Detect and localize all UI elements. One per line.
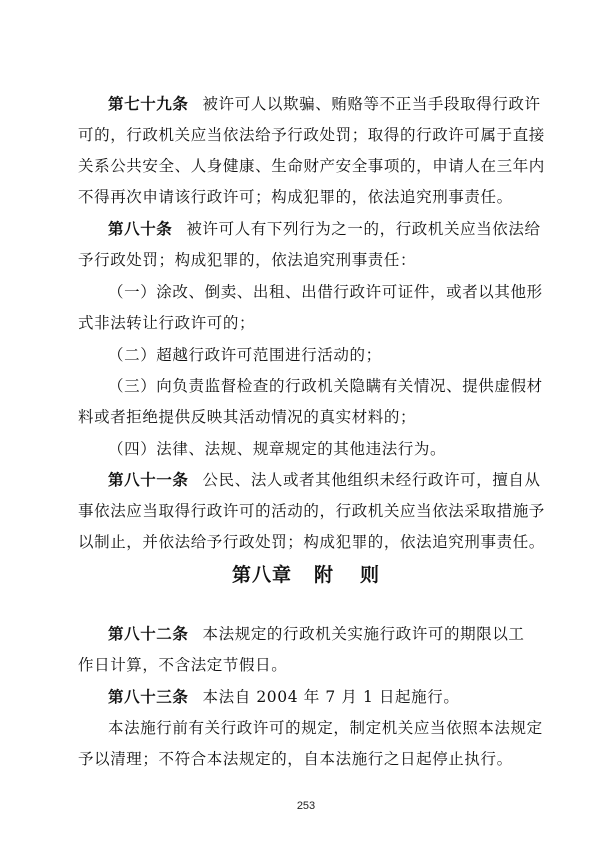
chapter-heading xyxy=(0,560,612,587)
article-81-line-1: 第八十一条 公民、法人或者其他组织未经行政许可，擅自从 xyxy=(108,471,541,489)
page-number: 253 xyxy=(296,800,316,812)
chapter-title-part-2: 则 xyxy=(360,564,381,586)
article-81-heading: 第八十一条 xyxy=(108,471,189,489)
chapter-title-part-1: 附 xyxy=(313,564,334,586)
article-80-line-2: 予行政处罚；构成犯罪的，依法追究刑事责任： xyxy=(78,251,417,269)
article-82-heading: 第八十二条 xyxy=(108,625,189,643)
article-80-item-3-line-2: 料或者拒绝提供反映其活动情况的真实材料的； xyxy=(78,408,417,426)
article-80-item-2: （二）超越行政许可范围进行活动的； xyxy=(108,346,382,364)
article-80-item-1-line-2: 式非法转让行政许可的； xyxy=(78,314,256,332)
article-81-line-3: 以制止，并依法给予行政处罚；构成犯罪的，依法追究刑事责任。 xyxy=(78,533,545,551)
article-81-line-2: 事依法应当取得行政许可的活动的，行政机关应当依法采取措施予 xyxy=(78,502,545,520)
article-80-item-3-line-1: （三）向负责监督检查的行政机关隐瞒有关情况、提供虚假材 xyxy=(108,377,543,395)
article-79-line-4: 不得再次申请该行政许可；构成犯罪的，依法追究刑事责任。 xyxy=(78,188,513,206)
article-79-heading: 第七十九条 xyxy=(108,95,189,113)
article-80-line-1: 第八十条 被许可人有下列行为之一的，行政机关应当依法给 xyxy=(108,220,541,238)
article-83-para-2-line-1: 本法施行前有关行政许可的规定，制定机关应当依照本法规定 xyxy=(108,719,543,737)
article-80-item-1-line-1: （一）涂改、倒卖、出租、出借行政许可证件，或者以其他形 xyxy=(108,283,543,301)
article-80-heading: 第八十条 xyxy=(108,220,173,238)
article-79-line-3: 关系公共安全、人身健康、生命财产安全事项的，申请人在三年内 xyxy=(78,157,545,175)
article-80-item-4: （四）法律、法规、规章规定的其他违法行为。 xyxy=(108,440,447,458)
article-82-line-2: 作日计算，不含法定节假日。 xyxy=(78,656,288,674)
article-79-line-2: 可的，行政机关应当依法给予行政处罚；取得的行政许可属于直接 xyxy=(78,126,545,144)
chapter-number: 第八章 xyxy=(231,564,292,586)
article-83-heading: 第八十三条 xyxy=(108,688,189,706)
article-83-para-2-line-2: 予以清理；不符合本法规定的，自本法施行之日起停止执行。 xyxy=(78,750,513,768)
article-82-line-1: 第八十二条 本法规定的行政机关实施行政许可的期限以工 xyxy=(108,625,525,643)
article-83-line-1: 第八十三条 本法自 2004 年 7 月 1 日起施行。 xyxy=(108,688,460,706)
article-79-line-1: 第七十九条 被许可人以欺骗、贿赂等不正当手段取得行政许 xyxy=(108,95,541,113)
